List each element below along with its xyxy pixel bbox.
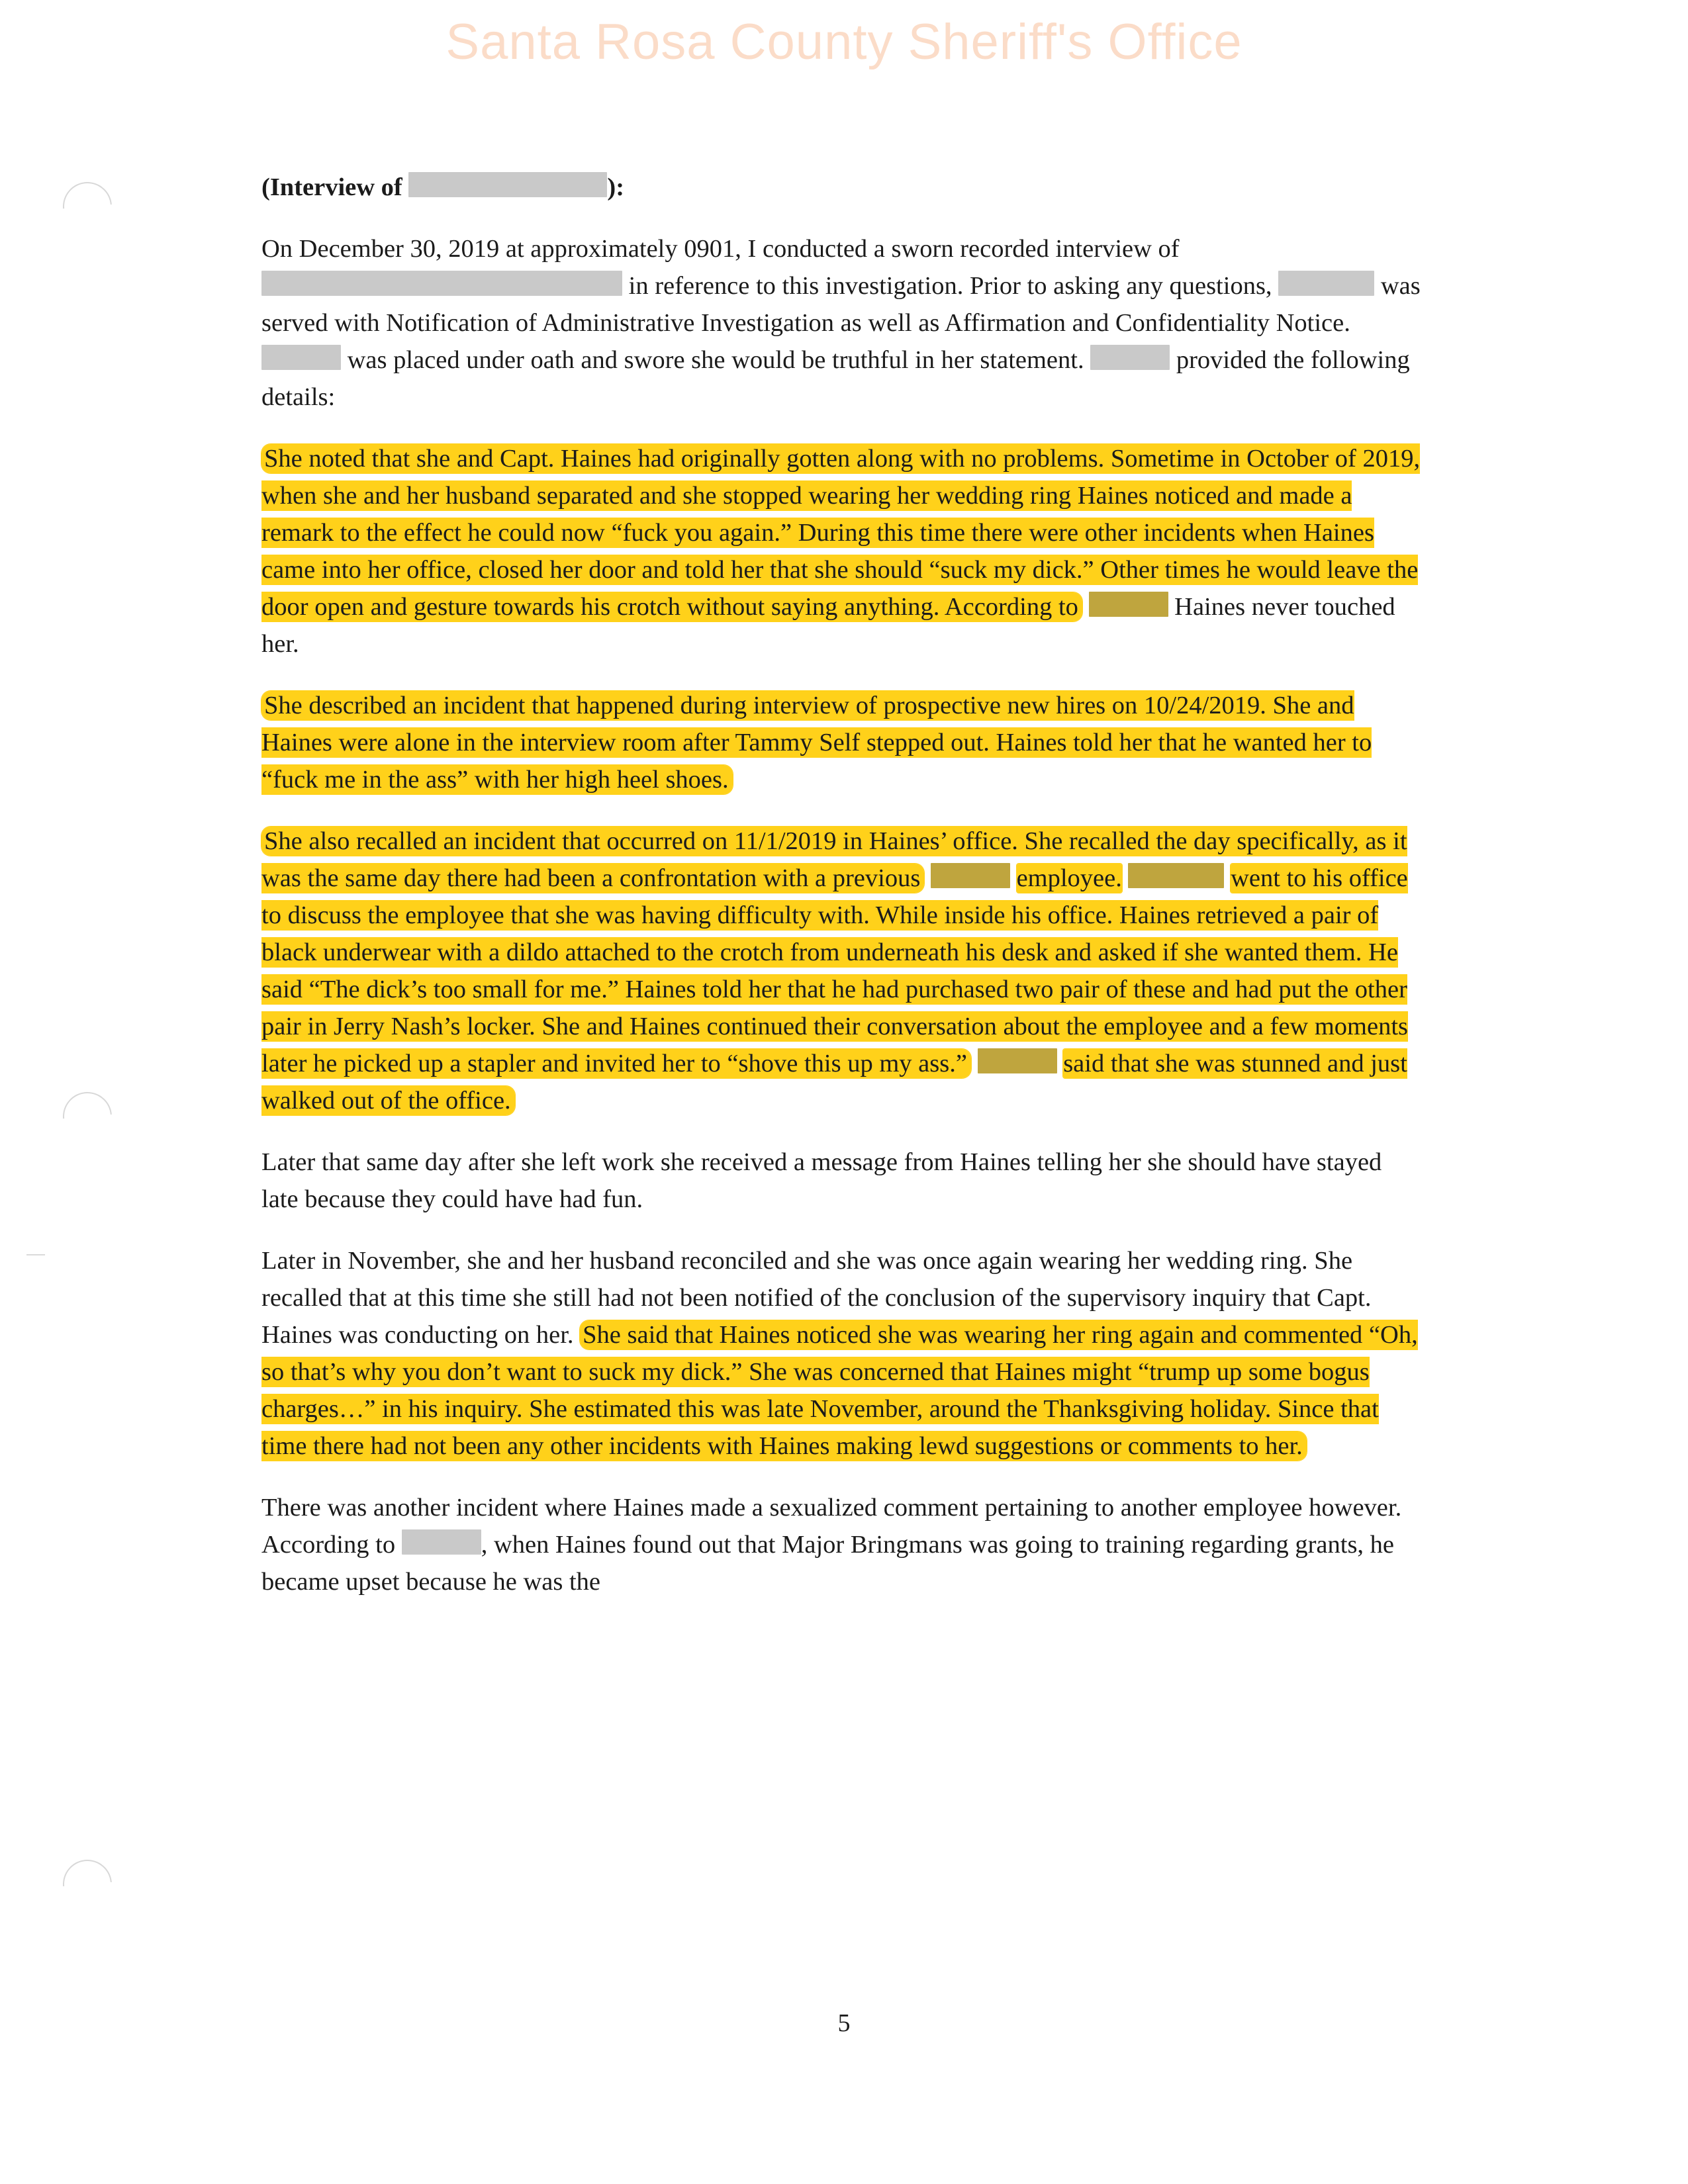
highlighted-text: She said that Haines noticed she was wearing her ring again and commented “Oh, so that’s why you don’t want to suck my dick.” She was concerned that Haines might “trump up some bogus charges…” in his inquiry. She estimated this was late November, around the Thanksgiving holiday. Since that time there had not been any other incidents with Haines making lewd suggestions or comments to her. bbox=[261, 1321, 1418, 1460]
paragraph-highlighted-3 bbox=[261, 823, 1423, 1119]
redaction-box bbox=[978, 1048, 1057, 1073]
text-run: Haines never touched her. bbox=[261, 593, 1395, 658]
highlighted-text: said that she was stunned and just walked out of the office. bbox=[261, 1050, 1407, 1115]
text-run: On December 30, 2019 at approximately 0901, I conducted a sworn recorded interview of bbox=[261, 235, 1180, 263]
text-run: was served with Notification of Administrative Investigation as well as Affirmation and Confidentiality Notice. bbox=[261, 272, 1421, 337]
redaction-box bbox=[1278, 271, 1374, 296]
redaction-box bbox=[408, 172, 607, 197]
redaction-box bbox=[1090, 345, 1170, 370]
text-run: in reference to this investigation. Prior to asking any questions, bbox=[628, 272, 1272, 300]
redaction-box bbox=[1089, 592, 1168, 617]
redaction-box bbox=[1128, 863, 1224, 888]
document-body bbox=[261, 169, 1423, 1625]
highlighted-text: went to his office to discuss the employee that she was having difficulty with. While inside his office. Haines retrieved a pair of black underwear with a dildo attached to the crotch from underneath his desk and asked if she wanted them. He said “The dick’s too small for me.” Haines told her that he had purchased two pair of these and had put the other pair in Jerry Nash’s locker. She and Haines continued their conversation about the employee and a few moments later he picked up a stapler and invited her to “shove this up my ass.” bbox=[261, 864, 1408, 1077]
redaction-box bbox=[931, 863, 1010, 888]
heading-text-suffix: ): bbox=[607, 173, 625, 201]
page-number: 5 bbox=[837, 2009, 851, 2037]
highlighted-text: She also recalled an incident that occurred on 11/1/2019 in Haines’ office. She recalled the day specifically, as it was the same day there had been a confrontation with a previous bbox=[261, 827, 1407, 892]
redaction-box bbox=[261, 271, 622, 296]
scan-edge-artifact bbox=[26, 1254, 45, 1255]
text-run: Later that same day after she left work she received a message from Haines telling her she should have stayed late because they could have had fun. bbox=[261, 1148, 1382, 1213]
watermark-agency-name: Santa Rosa County Sheriff's Office bbox=[445, 14, 1243, 70]
paragraph-highlighted-1 bbox=[261, 440, 1423, 662]
hole-punch-artifact bbox=[53, 172, 122, 241]
redaction-box bbox=[261, 345, 341, 370]
highlighted-text: She described an incident that happened during interview of prospective new hires on 10/24/2019. She and Haines were alone in the interview room after Tammy Self stepped out. Haines told her that he wanted her to “fuck me in the ass” with her high heel shoes. bbox=[261, 692, 1372, 794]
paragraph-another-incident bbox=[261, 1489, 1423, 1600]
hole-punch-artifact bbox=[53, 1850, 122, 1919]
hole-punch-artifact bbox=[53, 1082, 122, 1151]
paragraph-highlighted-2 bbox=[261, 687, 1423, 798]
text-run: Later in November, she and her husband reconciled and she was once again wearing her wedding ring. She recalled that at this time she still had not been notified of the conclusion of the supervisory inquiry that Capt. Haines was conducting on her. bbox=[261, 1247, 1372, 1349]
section-heading bbox=[261, 169, 1423, 206]
text-run: There was another incident where Haines made a sexualized comment pertaining to another employee however. According to bbox=[261, 1494, 1402, 1559]
paragraph-message-after-work bbox=[261, 1144, 1423, 1218]
paragraph-november-reconciled bbox=[261, 1242, 1423, 1465]
redaction-box bbox=[402, 1529, 481, 1555]
heading-text-prefix: (Interview of bbox=[261, 173, 402, 201]
paragraph-interview-intro bbox=[261, 230, 1423, 416]
text-run: , when Haines found out that Major Bringmans was going to training regarding grants, he became upset because he was the bbox=[261, 1531, 1395, 1596]
text-run: provided the following details: bbox=[261, 346, 1410, 411]
highlighted-text: She noted that she and Capt. Haines had originally gotten along with no problems. Sometime in October of 2019, when she and her husband separated and she stopped wearing her wedding ring Haines noticed and made a remark to the effect he could now “fuck you again.” During this time there were other incidents when Haines came into her office, closed her door and told her that she should “suck my dick.” Other times he would leave the door open and gesture towards his crotch without saying anything. According to bbox=[261, 445, 1421, 621]
text-run: was placed under oath and swore she would be truthful in her statement. bbox=[347, 346, 1084, 374]
highlighted-text: employee. bbox=[1016, 864, 1122, 892]
